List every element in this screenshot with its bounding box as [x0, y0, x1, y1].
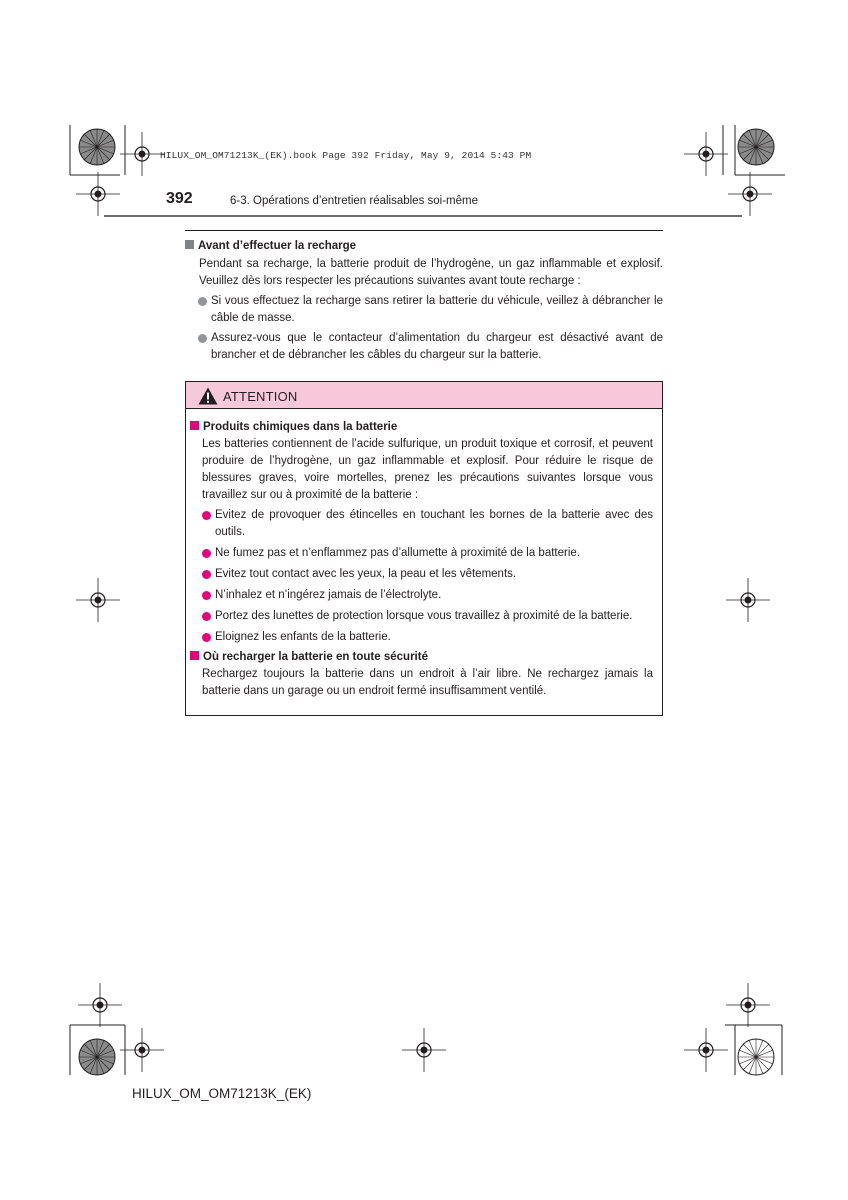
- heading-text: Où recharger la batterie en toute sécurité: [203, 651, 428, 663]
- list-item-text: Assurez-vous que le contacteur d’alimentation du chargeur est désactivé avant de brancher et de débrancher les câbles du chargeur sur la batterie.: [211, 332, 663, 361]
- before-charging-section: [185, 230, 663, 367]
- list-item: [190, 608, 653, 625]
- list-item-text: N’inhalez et n’ingérez jamais de l’électrolyte.: [215, 589, 442, 601]
- registration-mark-icon: [76, 172, 120, 216]
- gray-bullet-icon: [198, 297, 207, 306]
- attention-body: [186, 409, 662, 700]
- list-item: [185, 330, 663, 364]
- list-item: [185, 293, 663, 327]
- list-item-text: Ne fumez pas et n’enflammez pas d’allumette à proximité de la batterie.: [215, 547, 580, 559]
- registration-mark-icon: [726, 578, 770, 622]
- attention-box: [185, 381, 663, 716]
- page-number: 392: [166, 190, 193, 207]
- chemicals-intro: Les batteries contiennent de l’acide sulfurique, un produit toxique et corrosif, et peuvent produire de l’hydrogène, un gaz inflammable et explosif. Pour réduire le risque de blessures graves, voire mortelles, prenez les précautions suivantes lorsque vous travaillez sur ou à proximité de la batterie :: [202, 438, 653, 501]
- registration-mark-icon: [402, 1028, 446, 1072]
- heading-text: Avant d’effectuer la recharge: [198, 240, 357, 252]
- printer-info-line: HILUX_OM_OM71213K_(EK).book Page 392 Friday, May 9, 2014 5:43 PM: [160, 150, 532, 161]
- section-rule: [185, 230, 663, 231]
- list-item: [190, 566, 653, 583]
- pink-bullet-icon: [202, 511, 211, 520]
- registration-mark-icon: [120, 132, 164, 176]
- before-charging-heading: [185, 239, 663, 254]
- chemicals-heading: [190, 420, 653, 435]
- pink-bullet-icon: [202, 612, 211, 621]
- list-item-text: Si vous effectuez la recharge sans retirer la batterie du véhicule, veillez à débrancher le câble de masse.: [211, 295, 663, 324]
- registration-mark-icon: [120, 1028, 164, 1072]
- pink-bullet-icon: [202, 549, 211, 558]
- list-item-text: Evitez tout contact avec les yeux, la peau et les vêtements.: [215, 568, 517, 580]
- section-title: 6-3. Opérations d’entretien réalisables soi-même: [230, 195, 479, 207]
- list-item-text: Eloignez les enfants de la batterie.: [215, 631, 391, 643]
- star-target-icon: [77, 127, 117, 167]
- gray-bullet-icon: [198, 334, 207, 343]
- list-item-text: Evitez de provoquer des étincelles en touchant les bornes de la batterie avec des outils.: [215, 509, 653, 538]
- pink-square-icon: [190, 651, 199, 660]
- registration-mark-icon: [726, 983, 770, 1027]
- header-rule: [104, 215, 742, 217]
- list-item: [190, 545, 653, 562]
- where-text: Rechargez toujours la batterie dans un endroit à l’air libre. Ne rechargez jamais la batterie dans un garage ou un endroit fermé insuffisamment ventilé.: [202, 668, 653, 697]
- gray-square-icon: [185, 240, 194, 249]
- pink-bullet-icon: [202, 591, 211, 600]
- list-item-text: Portez des lunettes de protection lorsque vous travaillez à proximité de la batterie.: [215, 610, 633, 622]
- pink-bullet-icon: [202, 633, 211, 642]
- where-heading: [190, 650, 653, 665]
- footer-document-code: HILUX_OM_OM71213K_(EK): [132, 1086, 312, 1101]
- attention-header: [186, 382, 662, 409]
- star-target-icon: [736, 1037, 776, 1077]
- registration-mark-icon: [684, 132, 728, 176]
- warning-triangle-icon: [198, 387, 218, 405]
- attention-title: ATTENTION: [223, 389, 298, 404]
- before-charging-intro: Pendant sa recharge, la batterie produit de l’hydrogène, un gaz inflammable et explosif. Veuillez dès lors respecter les précautions suivantes avant toute recharge :: [199, 258, 663, 287]
- star-target-icon: [77, 1037, 117, 1077]
- star-target-icon: [736, 127, 776, 167]
- pink-bullet-icon: [202, 570, 211, 579]
- registration-mark-icon: [76, 578, 120, 622]
- heading-text: Produits chimiques dans la batterie: [203, 421, 398, 433]
- registration-mark-icon: [728, 172, 772, 216]
- list-item: [190, 629, 653, 646]
- pink-square-icon: [190, 421, 199, 430]
- list-item: [190, 587, 653, 604]
- registration-mark-icon: [78, 983, 122, 1027]
- registration-mark-icon: [684, 1028, 728, 1072]
- list-item: [190, 507, 653, 541]
